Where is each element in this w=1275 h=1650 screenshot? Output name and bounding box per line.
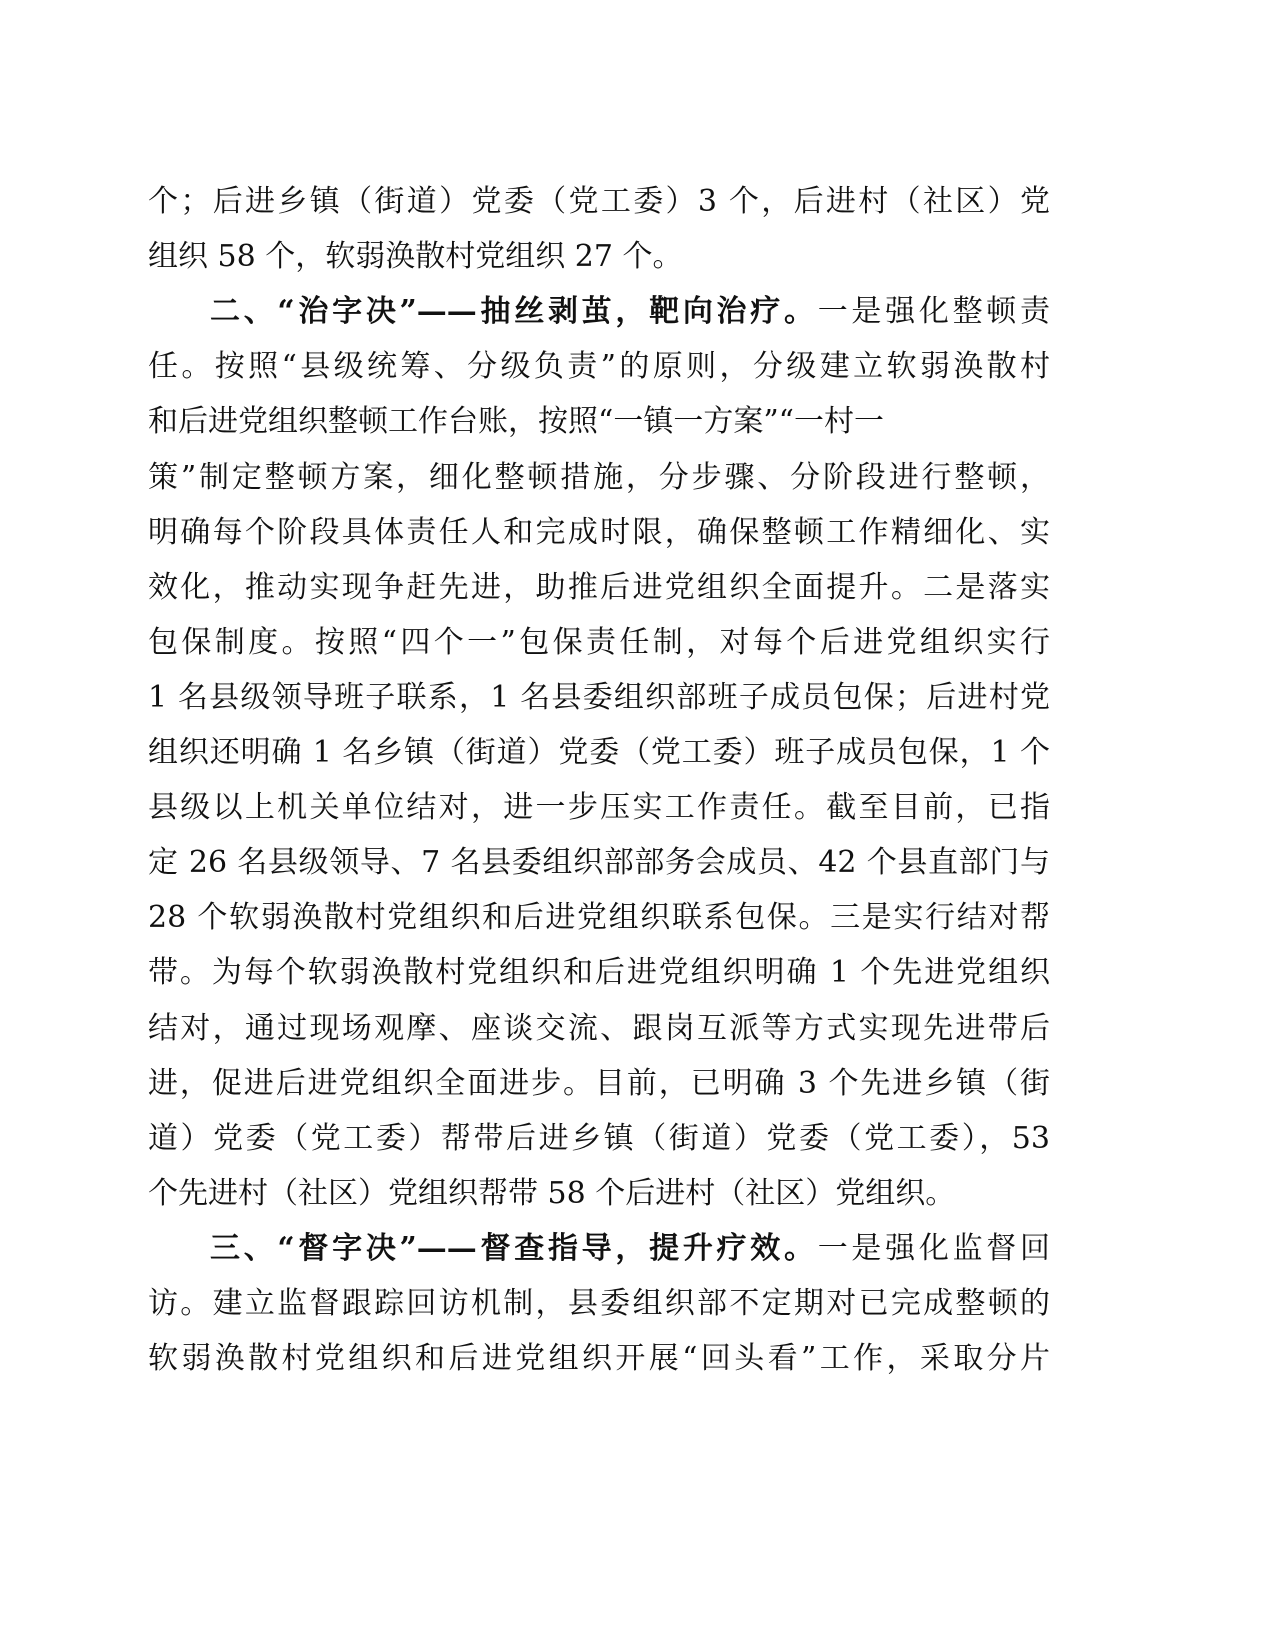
paragraph-line — [148, 1009, 1050, 1049]
paragraph-line — [148, 347, 1050, 387]
line-text: 软弱涣散村党组织和后进党组织开展“回头看”工作，采取分片 — [148, 1341, 1050, 1377]
line-text: 个先进村（社区）党组织帮带 58 个后进村（社区）党组织。 — [148, 1175, 956, 1211]
paragraph-line — [148, 678, 1050, 718]
line-text: 带。为每个软弱涣散村党组织和后进党组织明确 1 个先进党组织 — [148, 955, 1050, 991]
section-heading: 二、“治字决”——抽丝剥茧，靶向治疗。 — [210, 294, 818, 330]
paragraph-line — [148, 1064, 1050, 1104]
line-text: 策”制定整顿方案，细化整顿措施，分步骤、分阶段进行整顿， — [148, 459, 1050, 495]
paragraph-line — [148, 1339, 1050, 1379]
line-text: 道）党委（党工委）帮带后进乡镇（街道）党委（党工委），53 — [148, 1120, 1050, 1156]
line-text: 访。建立监督跟踪回访机制，县委组织部不定期对已完成整顿的 — [148, 1286, 1050, 1321]
line-text: 28 个软弱涣散村党组织和后进党组织联系包保。三是实行结对帮 — [148, 900, 1050, 936]
paragraph-line — [148, 402, 1050, 442]
line-text: 结对，通过现场观摩、座谈交流、跟岗互派等方式实现先进带后 — [148, 1010, 1050, 1046]
paragraph-line — [148, 623, 1050, 663]
paragraph-line — [148, 1174, 1050, 1214]
line-text: 个；后进乡镇（街道）党委（党工委）3 个，后进村（社区）党 — [148, 184, 1050, 219]
paragraph-line — [148, 843, 1050, 883]
paragraph-line — [148, 733, 1050, 773]
line-text: 县级以上机关单位结对，进一步压实工作责任。截至目前，已指 — [148, 790, 1050, 826]
line-text: 进，促进后进党组织全面进步。目前，已明确 3 个先进乡镇（街 — [148, 1065, 1050, 1101]
paragraph-line — [148, 953, 1050, 993]
paragraph-line — [148, 568, 1050, 608]
line-text: 一是强化整顿责 — [817, 294, 1050, 330]
line-text: 任。按照“县级统筹、分级负责”的原则，分级建立软弱涣散村 — [148, 349, 1050, 385]
line-text: 一是强化监督回 — [817, 1230, 1050, 1266]
line-text: 定 26 名县级领导、7 名县委组织部部务会成员、42 个县直部门与 — [148, 845, 1050, 881]
line-text: 包保制度。按照“四个一”包保责任制，对每个后进党组织实行 — [148, 624, 1050, 660]
line-text: 和后进党组织整顿工作台账，按照“一镇一方案”“一村一 — [148, 404, 885, 440]
paragraph-line — [148, 513, 1050, 553]
paragraph-line — [148, 182, 1050, 222]
line-text: 1 名县级领导班子联系，1 名县委组织部班子成员包保；后进村党 — [148, 679, 1050, 715]
section-heading-line — [210, 292, 1050, 332]
line-text: 组织还明确 1 名乡镇（街道）党委（党工委）班子成员包保，1 个 — [148, 735, 1050, 770]
paragraph-line — [148, 237, 1050, 277]
paragraph-line — [148, 458, 1050, 498]
line-text: 效化，推动实现争赶先进，助推后进党组织全面提升。二是落实 — [148, 569, 1050, 605]
paragraph-line — [148, 788, 1050, 828]
line-text: 明确每个阶段具体责任人和完成时限，确保整顿工作精细化、实 — [148, 514, 1050, 550]
paragraph-line — [148, 1119, 1050, 1159]
section-heading: 三、“督字决”——督查指导，提升疗效。 — [210, 1230, 818, 1266]
line-text: 组织 58 个，软弱涣散村党组织 27 个。 — [148, 239, 683, 275]
paragraph-line — [148, 898, 1050, 938]
paragraph-line — [148, 1284, 1050, 1324]
section-heading-line — [210, 1229, 1050, 1269]
